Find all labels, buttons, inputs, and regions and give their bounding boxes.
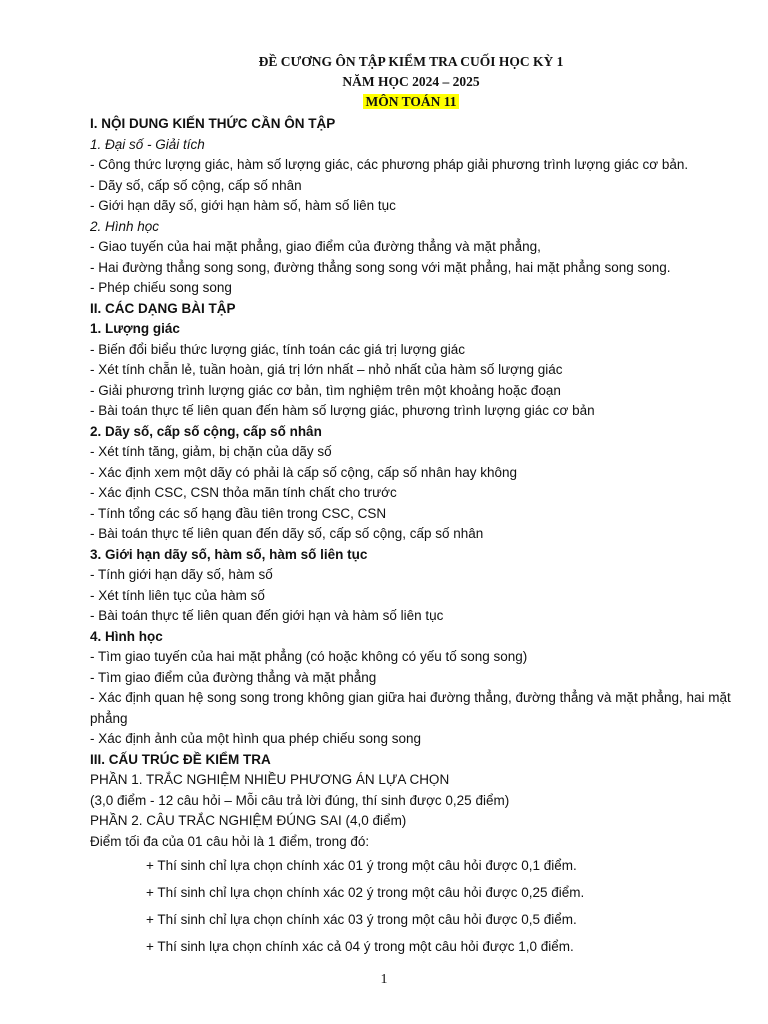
document-header: [0, 52, 768, 112]
section-2-heading: II. CÁC DẠNG BÀI TẬP: [90, 300, 236, 316]
title-line-2: NĂM HỌC 2024 – 2025: [342, 74, 480, 89]
list-item: - Xác định CSC, CSN thỏa mãn tính chất cho trước: [90, 485, 397, 500]
list-item: - Xác định quan hệ song song trong không gian giữa hai đường thẳng, đường thẳng và mặt phẳng, hai mặt phẳng: [90, 690, 731, 726]
title-line-1: ĐỀ CƯƠNG ÔN TẬP KIỂM TRA CUỐI HỌC KỲ 1: [258, 54, 564, 69]
group-geometry-title: 4. Hình học: [90, 628, 163, 644]
list-item: - Xét tính liên tục của hàm số: [90, 587, 265, 603]
group-limits-title: 3. Giới hạn dãy số, hàm số, hàm số liên tục: [90, 546, 368, 562]
list-item: - Xác định ảnh của một hình qua phép chiếu song song: [90, 731, 421, 746]
list-item: - Tính giới hạn dãy số, hàm số: [90, 567, 273, 582]
list-item: - Giải phương trình lượng giác cơ bản, tìm nghiệm trên một khoảng hoặc đoạn: [90, 382, 561, 398]
list-item: - Bài toán thực tế liên quan đến giới hạn và hàm số liên tục: [90, 608, 444, 623]
list-item: - Giao tuyến của hai mặt phẳng, giao điểm của đường thẳng và mặt phẳng,: [90, 239, 541, 254]
section-1-heading: I. NỘI DUNG KIẾN THỨC CẦN ÔN TẬP: [90, 116, 336, 131]
group-sequences-title: 2. Dãy số, cấp số cộng, cấp số nhân: [90, 423, 322, 439]
part-1-title: PHẦN 1. TRẮC NGHIỆM NHIỀU PHƯƠNG ÁN LỰA CHỌN: [90, 772, 450, 787]
subsection-geometry-title: 2. Hình học: [90, 218, 160, 234]
scoring-item: + Thí sinh chỉ lựa chọn chính xác 01 ý trong một câu hỏi được 0,1 điểm.: [146, 858, 577, 873]
list-item: - Hai đường thẳng song song, đường thẳng song song với mặt phẳng, hai mặt phẳng song song.: [90, 259, 671, 275]
list-item: - Bài toán thực tế liên quan đến dãy số, cấp số cộng, cấp số nhân: [90, 526, 484, 541]
list-item: - Giới hạn dãy số, giới hạn hàm số, hàm số liên tục: [90, 198, 396, 213]
list-item: - Tìm giao tuyến của hai mặt phẳng (có hoặc không có yếu tố song song): [90, 649, 528, 664]
list-item: - Xét tính chẵn lẻ, tuần hoàn, giá trị lớn nhất – nhỏ nhất của hàm số lượng giác: [90, 362, 563, 377]
list-item: - Phép chiếu song song: [90, 280, 232, 295]
list-item: - Tìm giao điểm của đường thẳng và mặt phẳng: [90, 669, 377, 685]
scoring-item: + Thí sinh lựa chọn chính xác cả 04 ý trong một câu hỏi được 1,0 điểm.: [146, 939, 574, 954]
list-item: - Công thức lượng giác, hàm số lượng giác, các phương pháp giải phương trình lượng giác cơ bản.: [90, 157, 689, 172]
subject-highlight: MÔN TOÁN 11: [365, 94, 457, 109]
scoring-item: + Thí sinh chỉ lựa chọn chính xác 02 ý trong một câu hỏi được 0,25 điểm.: [146, 885, 585, 900]
scoring-item: + Thí sinh chỉ lựa chọn chính xác 03 ý trong một câu hỏi được 0,5 điểm.: [146, 912, 577, 927]
part-1-note: (3,0 điểm - 12 câu hỏi – Mỗi câu trả lời đúng, thí sinh được 0,25 điểm): [90, 792, 510, 808]
title-line-3: [90, 92, 732, 112]
list-item: - Xét tính tăng, giảm, bị chặn của dãy số: [90, 444, 332, 459]
subsection-algebra-title: 1. Đại số - Giải tích: [90, 136, 205, 152]
list-item: - Biến đổi biểu thức lượng giác, tính toán các giá trị lượng giác: [90, 341, 466, 357]
list-item: - Tính tổng các số hạng đầu tiên trong CSC, CSN: [90, 505, 387, 521]
page-number: 1: [380, 972, 388, 987]
section-3-heading: III. CẤU TRÚC ĐỀ KIỂM TRA: [90, 751, 271, 767]
part-2-intro: Điểm tối đa của 01 câu hỏi là 1 điểm, trong đó:: [90, 833, 370, 849]
list-item: - Bài toán thực tế liên quan đến hàm số lượng giác, phương trình lượng giác cơ bản: [90, 403, 595, 418]
list-item: - Dãy số, cấp số cộng, cấp số nhân: [90, 177, 302, 193]
part-2-title: PHẦN 2. CÂU TRẮC NGHIỆM ĐÚNG SAI (4,0 điểm): [90, 813, 407, 828]
list-item: - Xác định xem một dãy có phải là cấp số cộng, cấp số nhân hay không: [90, 464, 518, 480]
group-trig-title: 1. Lượng giác: [90, 321, 180, 336]
